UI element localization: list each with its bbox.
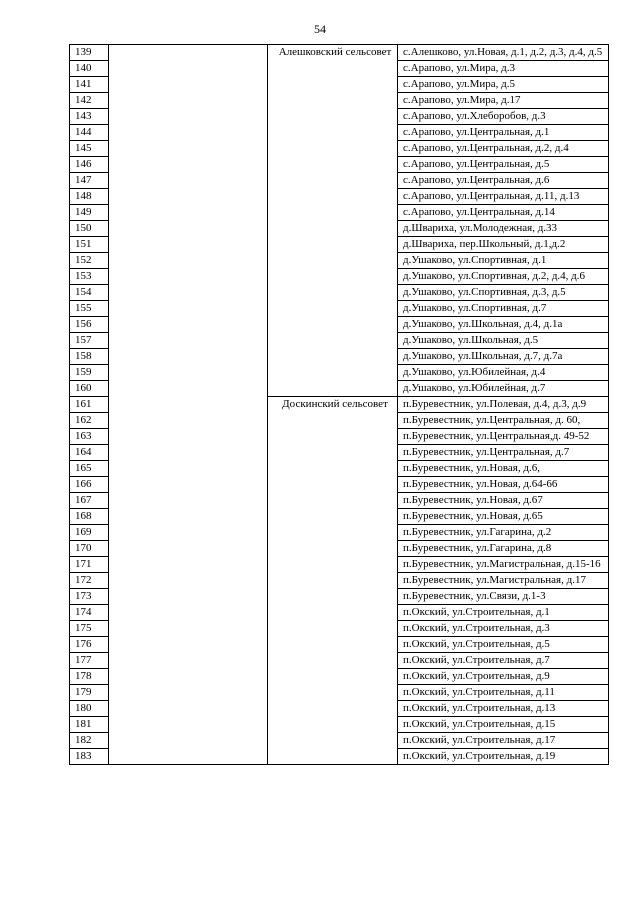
- address-cell: с.Арапово, ул.Мира, д.17: [398, 93, 609, 109]
- row-number: 156: [70, 317, 109, 333]
- address-table-body: [70, 45, 609, 765]
- row-number: 145: [70, 141, 109, 157]
- address-cell: д.Швариха, ул.Молодежная, д.33: [398, 221, 609, 237]
- row-number: 183: [70, 749, 109, 765]
- address-cell: с.Арапово, ул.Центральная, д.11, д.13: [398, 189, 609, 205]
- table-row: [70, 45, 609, 61]
- address-cell: д.Ушаково, ул.Спортивная, д.1: [398, 253, 609, 269]
- row-number: 144: [70, 125, 109, 141]
- address-cell: п.Буревестник, ул.Гагарина, д.8: [398, 541, 609, 557]
- address-cell: п.Окский, ул.Строительная, д.5: [398, 637, 609, 653]
- address-table: [69, 44, 609, 765]
- address-cell: д.Ушаково, ул.Юбилейная, д.4: [398, 365, 609, 381]
- row-number: 149: [70, 205, 109, 221]
- address-cell: п.Буревестник, ул.Магистральная, д.17: [398, 573, 609, 589]
- row-number: 153: [70, 269, 109, 285]
- address-cell: п.Окский, ул.Строительная, д.11: [398, 685, 609, 701]
- address-cell: с.Арапово, ул.Мира, д.3: [398, 61, 609, 77]
- address-cell: п.Буревестник, ул.Связи, д.1-3: [398, 589, 609, 605]
- row-number: 160: [70, 381, 109, 397]
- row-number: 147: [70, 173, 109, 189]
- address-cell: п.Буревестник, ул.Полевая, д.4, д.3, д.9: [398, 397, 609, 413]
- address-cell: с.Арапово, ул.Центральная, д.1: [398, 125, 609, 141]
- page-number: 54: [314, 22, 326, 36]
- row-number: 174: [70, 605, 109, 621]
- row-number: 140: [70, 61, 109, 77]
- address-cell: с.Арапово, ул.Центральная, д.2, д.4: [398, 141, 609, 157]
- row-number: 157: [70, 333, 109, 349]
- address-cell: п.Буревестник, ул.Центральная,д. 49-52: [398, 429, 609, 445]
- row-number: 163: [70, 429, 109, 445]
- address-cell: п.Буревестник, ул.Новая, д.67: [398, 493, 609, 509]
- address-cell: д.Швариха, пер.Школьный, д.1,д.2: [398, 237, 609, 253]
- row-number: 162: [70, 413, 109, 429]
- row-number: 143: [70, 109, 109, 125]
- row-number: 172: [70, 573, 109, 589]
- row-number: 171: [70, 557, 109, 573]
- address-cell: п.Буревестник, ул.Новая, д.65: [398, 509, 609, 525]
- address-cell: д.Ушаково, ул.Спортивная, д.7: [398, 301, 609, 317]
- row-number: 146: [70, 157, 109, 173]
- row-number: 176: [70, 637, 109, 653]
- address-cell: п.Окский, ул.Строительная, д.7: [398, 653, 609, 669]
- address-cell: п.Буревестник, ул.Магистральная, д.15-16: [398, 557, 609, 573]
- council-name: Доскинский сельсовет: [268, 397, 398, 765]
- address-cell: п.Буревестник, ул.Новая, д.64-66: [398, 477, 609, 493]
- row-number: 168: [70, 509, 109, 525]
- address-cell: с.Арапово, ул.Центральная, д.6: [398, 173, 609, 189]
- address-cell: с.Арапово, ул.Центральная, д.5: [398, 157, 609, 173]
- address-cell: п.Буревестник, ул.Новая, д.6,: [398, 461, 609, 477]
- row-number: 175: [70, 621, 109, 637]
- row-number: 142: [70, 93, 109, 109]
- address-cell: д.Ушаково, ул.Школьная, д.5: [398, 333, 609, 349]
- row-number: 164: [70, 445, 109, 461]
- row-number: 182: [70, 733, 109, 749]
- row-number: 151: [70, 237, 109, 253]
- address-cell: д.Ушаково, ул.Школьная, д.7, д.7а: [398, 349, 609, 365]
- row-number: 166: [70, 477, 109, 493]
- row-number: 141: [70, 77, 109, 93]
- address-cell: п.Окский, ул.Строительная, д.19: [398, 749, 609, 765]
- address-cell: с.Алешково, ул.Новая, д.1, д.2, д.3, д.4, д.5: [398, 45, 609, 61]
- row-number: 161: [70, 397, 109, 413]
- row-number: 148: [70, 189, 109, 205]
- row-number: 165: [70, 461, 109, 477]
- address-cell: п.Окский, ул.Строительная, д.3: [398, 621, 609, 637]
- address-cell: п.Окский, ул.Строительная, д.17: [398, 733, 609, 749]
- address-cell: п.Окский, ул.Строительная, д.13: [398, 701, 609, 717]
- row-number: 159: [70, 365, 109, 381]
- row-number: 158: [70, 349, 109, 365]
- row-number: 180: [70, 701, 109, 717]
- address-cell: п.Окский, ул.Строительная, д.1: [398, 605, 609, 621]
- address-cell: п.Буревестник, ул.Центральная, д.7: [398, 445, 609, 461]
- address-cell: д.Ушаково, ул.Школьная, д.4, д.1а: [398, 317, 609, 333]
- address-cell: п.Буревестник, ул.Центральная, д. 60,: [398, 413, 609, 429]
- row-number: 154: [70, 285, 109, 301]
- row-number: 155: [70, 301, 109, 317]
- address-cell: п.Окский, ул.Строительная, д.9: [398, 669, 609, 685]
- address-cell: с.Арапово, ул.Центральная, д.14: [398, 205, 609, 221]
- address-cell: п.Буревестник, ул.Гагарина, д.2: [398, 525, 609, 541]
- address-cell: с.Арапово, ул.Хлеборобов, д.3: [398, 109, 609, 125]
- address-cell: д.Ушаково, ул.Юбилейная, д.7: [398, 381, 609, 397]
- row-number: 179: [70, 685, 109, 701]
- row-number: 170: [70, 541, 109, 557]
- address-cell: п.Окский, ул.Строительная, д.15: [398, 717, 609, 733]
- row-number: 152: [70, 253, 109, 269]
- row-number: 178: [70, 669, 109, 685]
- district-cell: [109, 45, 268, 765]
- row-number: 181: [70, 717, 109, 733]
- row-number: 139: [70, 45, 109, 61]
- row-number: 150: [70, 221, 109, 237]
- row-number: 169: [70, 525, 109, 541]
- address-cell: д.Ушаково, ул.Спортивная, д.3, д.5: [398, 285, 609, 301]
- address-cell: с.Арапово, ул.Мира, д.5: [398, 77, 609, 93]
- address-cell: д.Ушаково, ул.Спортивная, д.2, д.4, д.6: [398, 269, 609, 285]
- row-number: 177: [70, 653, 109, 669]
- row-number: 167: [70, 493, 109, 509]
- council-name: Алешковский сельсовет: [268, 45, 398, 397]
- row-number: 173: [70, 589, 109, 605]
